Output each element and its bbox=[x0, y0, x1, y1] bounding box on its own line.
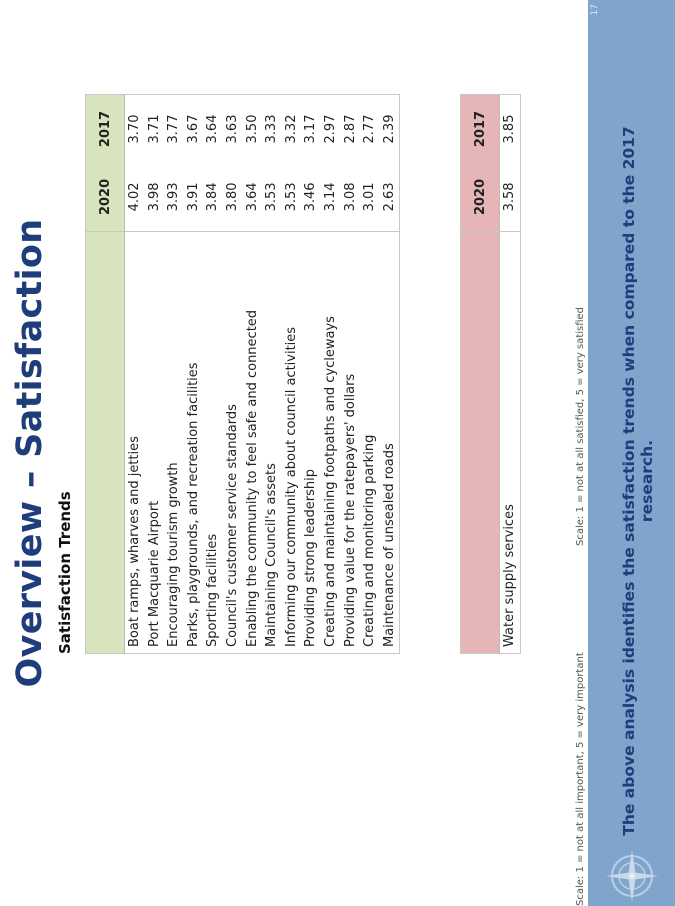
table-row bbox=[360, 95, 380, 654]
table-row bbox=[184, 95, 204, 654]
value-2020: 4.02 bbox=[125, 163, 145, 231]
footer-banner bbox=[588, 0, 675, 906]
value-2020: 2.63 bbox=[380, 163, 400, 231]
header-label-cell bbox=[461, 231, 500, 653]
header-2017: 2017 bbox=[461, 95, 500, 163]
table-row bbox=[125, 95, 145, 654]
row-label: Creating and maintaining footpaths and cycleways bbox=[322, 316, 338, 647]
value-2017: 3.17 bbox=[303, 114, 319, 144]
value-2017: 3.64 bbox=[205, 114, 221, 144]
value-2020: 3.91 bbox=[184, 163, 204, 231]
row-label: Encouraging tourism growth bbox=[166, 462, 182, 647]
table-row bbox=[321, 95, 341, 654]
value-2017: 3.67 bbox=[185, 114, 201, 144]
satisfaction-scale-note: Scale: 1 = not at all satisfied, 5 = very satisfied bbox=[575, 306, 586, 546]
table-row bbox=[341, 95, 361, 654]
row-label: Boat ramps, wharves and jetties bbox=[127, 436, 142, 647]
row-label: Providing value for the ratepayers' dollars bbox=[342, 373, 358, 647]
satisfaction-trends-table bbox=[85, 94, 400, 654]
value-2017: 3.50 bbox=[244, 114, 260, 144]
header-label-cell bbox=[86, 231, 125, 653]
row-label: Creating and monitoring parking bbox=[362, 434, 378, 647]
value-2017: 2.87 bbox=[342, 114, 358, 144]
page-number: 17 bbox=[590, 4, 600, 16]
value-2020: 3.93 bbox=[164, 163, 184, 231]
header-2020: 2020 bbox=[86, 163, 125, 231]
value-2020: 3.46 bbox=[301, 163, 321, 231]
table-row bbox=[301, 95, 321, 654]
row-label: Port Macquarie Airport bbox=[146, 500, 162, 647]
table-row bbox=[500, 95, 521, 654]
table-header-row bbox=[461, 95, 500, 654]
table-row bbox=[282, 95, 302, 654]
row-label: Maintaining Council's assets bbox=[264, 463, 280, 647]
value-2020: 3.58 bbox=[500, 163, 521, 231]
row-label: Maintenance of unsealed roads bbox=[381, 443, 397, 647]
table-row bbox=[223, 95, 243, 654]
value-2017: 3.77 bbox=[166, 114, 182, 144]
table-header-row bbox=[86, 95, 125, 654]
table-body bbox=[500, 95, 521, 654]
value-2020: 3.01 bbox=[360, 163, 380, 231]
value-2020: 3.08 bbox=[341, 163, 361, 231]
value-2020: 3.53 bbox=[262, 163, 282, 231]
banner-text: The above analysis identifies the satisfaction trends when compared to the 2017 research. bbox=[620, 126, 656, 836]
value-2017: 2.97 bbox=[322, 114, 338, 144]
value-2017: 3.70 bbox=[127, 114, 142, 144]
table-row bbox=[380, 95, 400, 654]
value-2020: 3.98 bbox=[145, 163, 165, 231]
table-row bbox=[203, 95, 223, 654]
header-2020: 2020 bbox=[461, 163, 500, 231]
value-2017: 3.32 bbox=[283, 114, 299, 144]
section-subtitle: Satisfaction Trends bbox=[56, 491, 74, 654]
row-label: Informing our community about council activities bbox=[283, 326, 299, 647]
value-2020: 3.14 bbox=[321, 163, 341, 231]
table-row bbox=[164, 95, 184, 654]
importance-scale-note: Scale: 1 = not at all important, 5 = very important bbox=[575, 652, 586, 906]
table-row bbox=[243, 95, 263, 654]
value-2017: 3.33 bbox=[264, 114, 280, 144]
table-row bbox=[145, 95, 165, 654]
value-2020: 3.53 bbox=[282, 163, 302, 231]
value-2017: 3.85 bbox=[502, 114, 517, 144]
row-label: Council's customer service standards bbox=[224, 404, 240, 647]
value-2017: 2.77 bbox=[362, 114, 378, 144]
value-2017: 3.63 bbox=[224, 114, 240, 144]
value-2017: 2.39 bbox=[381, 114, 397, 144]
table-body bbox=[125, 95, 400, 654]
row-label: Enabling the community to feel safe and connected bbox=[244, 309, 260, 647]
page-title: Overview – Satisfaction bbox=[10, 218, 50, 688]
header-2017: 2017 bbox=[86, 95, 125, 163]
value-2020: 3.80 bbox=[223, 163, 243, 231]
row-label: Sporting facilities bbox=[205, 533, 221, 647]
water-supply-table bbox=[460, 94, 521, 654]
value-2017: 3.71 bbox=[146, 114, 162, 144]
row-label: Water supply services bbox=[502, 504, 517, 647]
table-row bbox=[262, 95, 282, 654]
row-label: Parks, playgrounds, and recreation facilities bbox=[185, 362, 201, 647]
row-label: Providing strong leadership bbox=[303, 469, 319, 647]
value-2020: 3.64 bbox=[243, 163, 263, 231]
value-2020: 3.84 bbox=[203, 163, 223, 231]
